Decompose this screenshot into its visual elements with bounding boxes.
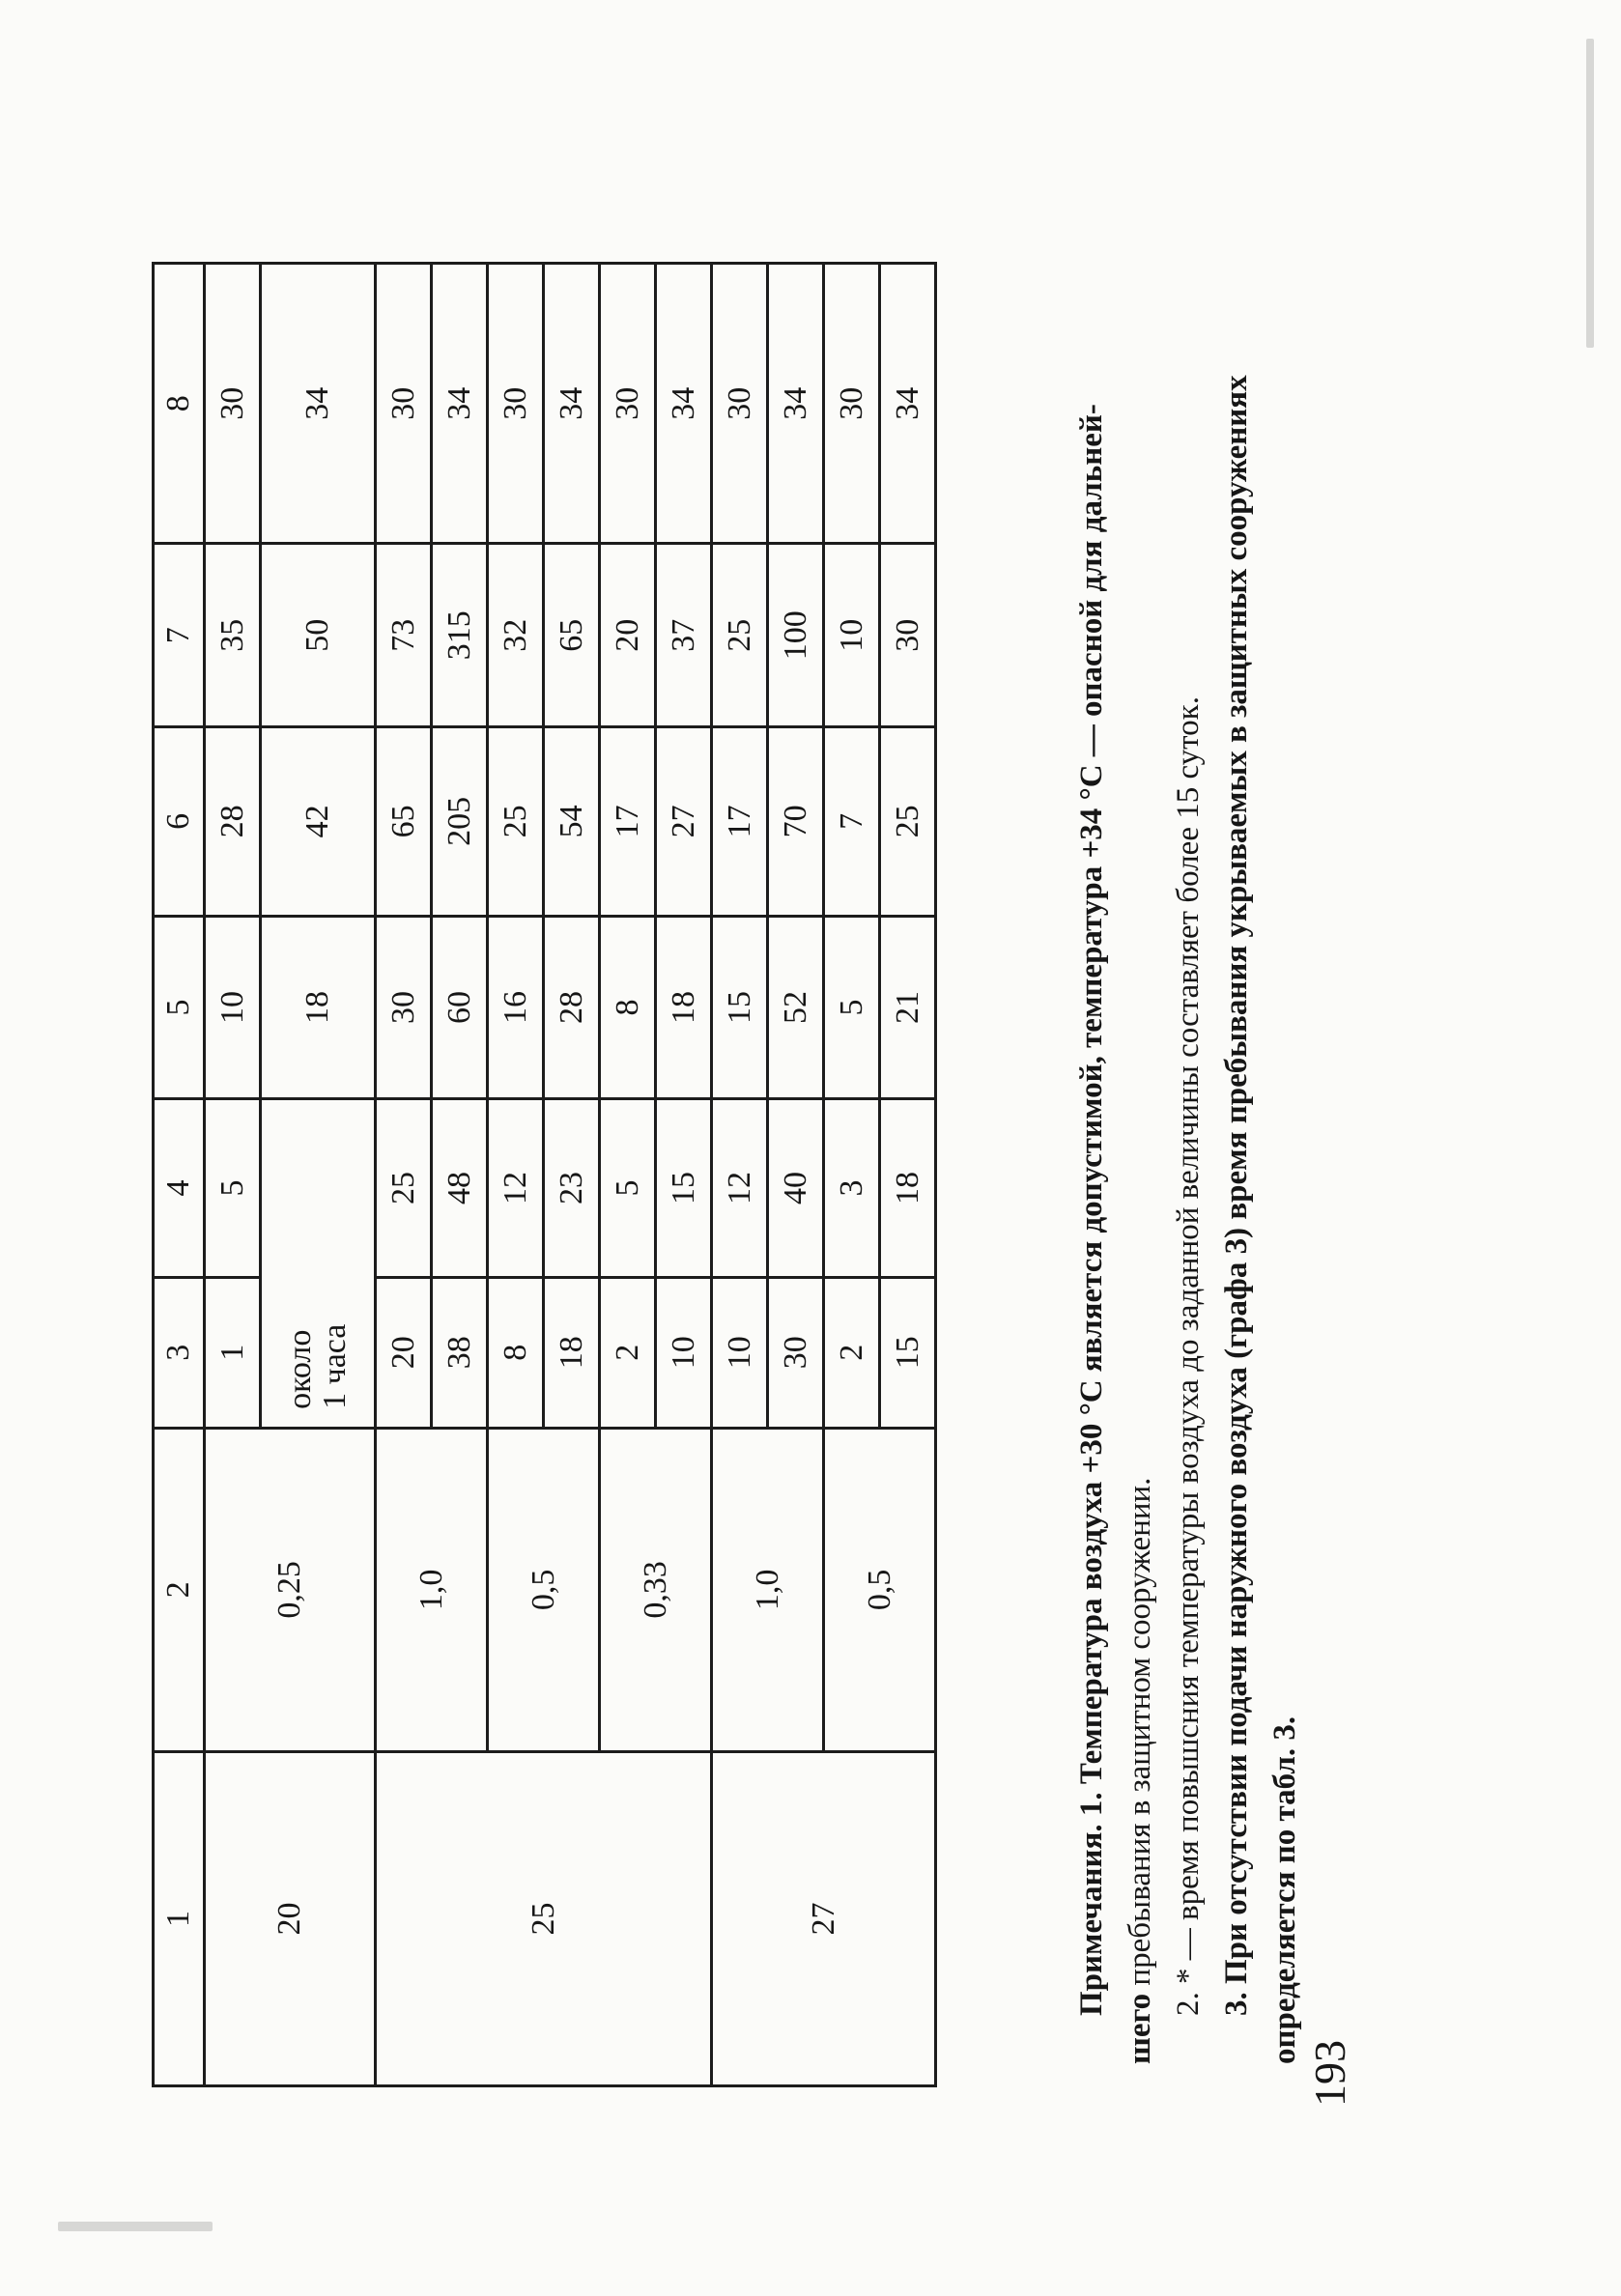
data-cell: 32	[488, 544, 544, 727]
data-cell: 10	[656, 1277, 712, 1428]
data-cell: 30	[488, 264, 544, 544]
data-cell: 2	[824, 1277, 880, 1428]
data-cell: 15	[656, 1099, 712, 1277]
data-cell: 54	[544, 727, 600, 916]
data-cell: 73	[376, 544, 432, 727]
data-cell: 18	[880, 1099, 936, 1277]
data-cell: 30	[824, 264, 880, 544]
note-1-continuation	[1116, 113, 1164, 2064]
data-cell: 30	[712, 264, 768, 544]
data-cell: 5	[205, 1099, 261, 1277]
data-cell: 17	[712, 727, 768, 916]
scan-edge-mark	[1586, 39, 1594, 348]
subgroup-value-cell: 1,0	[712, 1428, 824, 1751]
data-cell: 34	[768, 264, 824, 544]
data-cell: 21	[880, 916, 936, 1099]
data-cell: 5	[824, 916, 880, 1099]
data-cell: 30	[880, 544, 936, 727]
data-cell: 205	[432, 727, 488, 916]
data-cell: 1	[205, 1277, 261, 1428]
data-cell: 25	[712, 544, 768, 727]
data-cell: 34	[432, 264, 488, 544]
data-cell: 40	[768, 1099, 824, 1277]
group-value-cell: 27	[712, 1751, 936, 2085]
data-cell: 34	[544, 264, 600, 544]
data-cell: 8	[600, 916, 656, 1099]
notes	[1067, 113, 1309, 2064]
page-number: 193	[1305, 2040, 1354, 2107]
data-cell: 17	[600, 727, 656, 916]
header-cell-5: 5	[154, 916, 205, 1099]
data-cell: 10	[712, 1277, 768, 1428]
subgroup-value-cell: 0,5	[488, 1428, 600, 1751]
data-cell: 18	[261, 916, 376, 1099]
table-body	[154, 264, 936, 2086]
data-cell: 38	[432, 1277, 488, 1428]
note-3-cont-text: определяется по табл. 3.	[1267, 1715, 1302, 2064]
data-cell: 18	[544, 1277, 600, 1428]
data-cell: 8	[488, 1277, 544, 1428]
scan-edge-mark	[58, 2222, 213, 2231]
data-cell: 7	[824, 727, 880, 916]
note-2: 2. * — время повышсния температуры воздуха до заданной величины составляет более 15 суток.	[1171, 696, 1206, 2016]
header-cell-3: 3	[154, 1277, 205, 1428]
data-cell: 65	[544, 544, 600, 727]
note-1-cont-bold: шего	[1123, 1993, 1157, 2064]
data-cell: 23	[544, 1099, 600, 1277]
data-cell: 30	[376, 264, 432, 544]
data-cell: 5	[600, 1099, 656, 1277]
data-cell: 18	[656, 916, 712, 1099]
data-cell: 15	[712, 916, 768, 1099]
data-cell: 42	[261, 727, 376, 916]
data-cell: 35	[205, 544, 261, 727]
data-cell: 15	[880, 1277, 936, 1428]
data-cell: 25	[880, 727, 936, 916]
table-row	[712, 264, 768, 2086]
header-cell-7: 7	[154, 544, 205, 727]
group-value-cell: 20	[205, 1751, 376, 2085]
data-cell: 52	[768, 916, 824, 1099]
subgroup-value-cell: 0,33	[600, 1428, 712, 1751]
data-cell: 48	[432, 1099, 488, 1277]
note-3-continuation	[1261, 113, 1309, 2064]
header-cell-4: 4	[154, 1099, 205, 1277]
data-cell: 315	[432, 544, 488, 727]
data-cell: 100	[768, 544, 824, 727]
data-cell: 34	[880, 264, 936, 544]
note-1-text: Примечания. 1. Температура воздуха +30 °С является допустимой, температура +34 °С — опасной для дальней-	[1074, 404, 1109, 2016]
data-cell: 25	[488, 727, 544, 916]
data-cell: 12	[712, 1099, 768, 1277]
data-cell: 20	[376, 1277, 432, 1428]
data-table	[152, 262, 937, 2087]
data-cell: 20	[600, 544, 656, 727]
group-value-cell: 25	[376, 1751, 712, 2085]
data-cell: 30	[376, 916, 432, 1099]
header-cell-8: 8	[154, 264, 205, 544]
data-cell: 50	[261, 544, 376, 727]
table-header-row	[154, 264, 205, 2086]
note-1	[1067, 113, 1116, 2064]
data-cell: 34	[261, 264, 376, 544]
subgroup-value-cell: 1,0	[376, 1428, 488, 1751]
data-cell: 16	[488, 916, 544, 1099]
data-cell: 25	[376, 1099, 432, 1277]
data-cell: 3	[824, 1099, 880, 1277]
data-cell: 30	[768, 1277, 824, 1428]
data-cell: 12	[488, 1099, 544, 1277]
table-row	[376, 264, 432, 2086]
note-1-cont-text: пребывания в защитном сооружении.	[1123, 1477, 1157, 1994]
data-cell: 65	[376, 727, 432, 916]
data-cell: 30	[205, 264, 261, 544]
note-3	[1212, 113, 1261, 2064]
note-3-text: 3. При отсутствии подачи наружного воздуха (графа 3) время пребывания укрываемых в защитных сооружениях	[1219, 375, 1254, 2016]
subgroup-value-cell: 0,25	[205, 1428, 376, 1751]
data-cell: 10	[205, 916, 261, 1099]
data-cell: 27	[656, 727, 712, 916]
data-cell: 30	[600, 264, 656, 544]
data-cell: 60	[432, 916, 488, 1099]
merged-cell: около 1 часа	[261, 1099, 376, 1429]
header-cell-1: 1	[154, 1751, 205, 2085]
table-row	[205, 264, 261, 2086]
header-cell-6: 6	[154, 727, 205, 916]
header-cell-2: 2	[154, 1428, 205, 1751]
subgroup-value-cell: 0,5	[824, 1428, 936, 1751]
data-cell: 70	[768, 727, 824, 916]
data-cell: 34	[656, 264, 712, 544]
data-cell: 2	[600, 1277, 656, 1428]
data-cell: 37	[656, 544, 712, 727]
data-cell: 10	[824, 544, 880, 727]
data-cell: 28	[544, 916, 600, 1099]
data-cell: 28	[205, 727, 261, 916]
